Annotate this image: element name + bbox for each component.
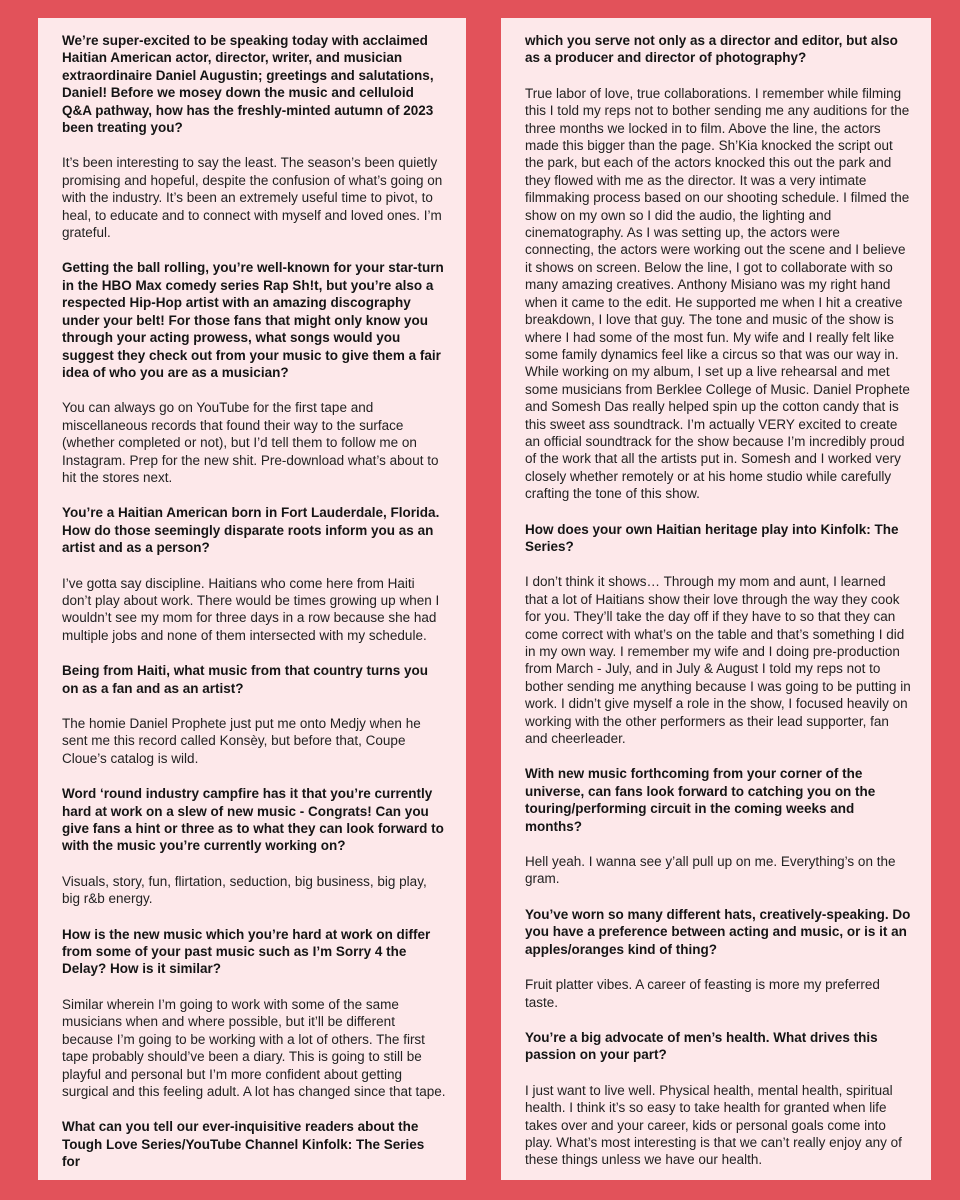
interview-answer: Visuals, story, fun, flirtation, seduction, big business, big play, big r&b energy. (62, 873, 427, 907)
interview-answer: It’s been interesting to say the least. The season’s been quietly promising and hopeful, despite the confusion of what’s going on with the industry. It’s been an extremely useful time to pivot, to heal, to educate and to connect with myself and loved ones. I’m grateful. (62, 155, 443, 241)
interview-question: What can you tell our ever-inquisitive readers about the Tough Love Series/YouTube Channel Kinfolk: The Series for (62, 1119, 425, 1170)
interview-answer: The homie Daniel Prophete just put me onto Medjy when he sent me this record called Konsèy, but before that, Coupe Cloue’s catalog is wild. (62, 716, 421, 766)
interview-question: We’re super-excited to be speaking today with acclaimed Haitian American actor, director, writer, and musician extraordinaire Daniel Augustin; greetings and salutations, Daniel! Before we mosey down the music and celluloid Q&A pathway, how has the freshly-minted autumn of 2023 been treating you? (62, 33, 434, 136)
interview-question: Word ‘round industry campfire has it that you’re currently hard at work on a slew of new music - Congrats! Can you give fans a hint or three as to what they can look forward to with the music you’re currently working on? (62, 786, 444, 854)
interview-answer: Similar wherein I’m going to work with some of the same musicians when and where possible, but it’ll be different because I’m going to be working with a lot of others. The first tape probably should’ve been a diary. This is going to still be playful and personal but I’m more confident about getting surgical and this feeling adult. A lot has changed since that tape. (62, 996, 446, 1099)
interview-answer: Hell yeah. I wanna see y’all pull up on me. Everything’s on the gram. (525, 854, 896, 887)
interview-question: which you serve not only as a director and editor, but also as a producer and director of photography? (525, 33, 898, 66)
interview-question: Getting the ball rolling, you’re well-known for your star-turn in the HBO Max comedy series Rap Sh!t, but you’re also a respected Hip-Hop artist with an amazing discography under your belt! For those fans that might only know you through your acting prowess, what songs would you suggest they check out from your music to give them a fair idea of who you are as a musician? (62, 260, 444, 380)
interview-answer: I just want to live well. Physical health, mental health, spiritual health. I think it’s so easy to take health for granted when life takes over and your career, kids or personal goals come into play. What’s most interesting is that we can’t really enjoy any of these things unless we have our health. (525, 1082, 902, 1168)
interview-question: How is the new music which you’re hard at work on differ from some of your past music such as I’m Sorry 4 the Delay? How is it similar? (62, 926, 431, 977)
interview-question: With new music forthcoming from your corner of the universe, can fans look forward to catching you on the touring/performing circuit in the coming weeks and months? (525, 766, 876, 834)
interview-question: How does your own Haitian heritage play into Kinfolk: The Series? (525, 521, 899, 554)
interview-question: You’re a big advocate of men’s health. What drives this passion on your part? (525, 1029, 878, 1063)
interview-answer: Fruit platter vibes. A career of feasting is more my preferred taste. (525, 977, 880, 1010)
article-column-left (38, 18, 466, 1180)
interview-question: You’ve worn so many different hats, creatively-speaking. Do you have a preference between acting and music, or is it an apples/oranges kind of thing? (525, 906, 911, 957)
article-column-right (501, 18, 931, 1180)
interview-question: You’re a Haitian American born in Fort Lauderdale, Florida. How do those seemingly disparate roots inform you as an artist and as a person? (62, 505, 440, 556)
interview-answer: I don’t think it shows… Through my mom and aunt, I learned that a lot of Haitians show their love through the way they cook for you. They’ll take the day off if they have to so that they can come correct with what’s on the table and that’s something I did in my own way. I remember my wife and I doing pre-production from March - July, and in July & August I told my reps not to bother sending me anything because I was going to be putting in work. I didn’t give myself a role in the show, I focused heavily on working with the other performers as their lead supporter, fan and cheerleader. (525, 574, 911, 747)
interview-question: Being from Haiti, what music from that country turns you on as a fan and as an artist? (62, 663, 429, 696)
interview-answer: You can always go on YouTube for the first tape and miscellaneous records that found their way to the surface (whether completed or not), but I’d tell them to follow me on Instagram. Prep for the new shit. Pre-download what’s about to hit the stores next. (62, 400, 439, 485)
interview-answer: I’ve gotta say discipline. Haitians who come here from Haiti don’t play about work. There would be times growing up when I wouldn’t see my mom for three days in a row because she had multiple jobs and none of them intersected with my schedule. (62, 575, 440, 643)
interview-answer: True labor of love, true collaborations. I remember while filming this I told my reps not to bother sending me any auditions for the three months we locked in to film. Above the line, the actors made this bigger than the page. Sh’Kia knocked the script out the park, but each of the actors knocked this out the park and they flowed with me as the director. It was a very intimate filmmaking process based on our shooting schedule. I filmed the show on my own so I did the audio, the lighting and cinematography. As I was setting up, the actors were connecting, the actors were working out the scene and I believe it shows on screen. Below the line, I got to collaborate with so many amazing creatives. Anthony Misiano was my right hand when it came to the edit. He supported me when I hit a creative breakdown, I love that guy. The tone and music of the show is where I had some of the most fun. My wife and I really felt like some family dynamics feel like a circus so that was our way in. While working on my album, I set up a live rehearsal and met some musicians from Berklee College of Music. Daniel Prophete and Somesh Das really helped spin up the cotton candy that is this sweet ass soundtrack. I’m actually VERY excited to create an official soundtrack for the show because I’m incredibly proud of the work that all the artists put in. Somesh and I worked very closely whether remotely or at his home studio while carefully crafting the tone of this show. (525, 85, 910, 502)
